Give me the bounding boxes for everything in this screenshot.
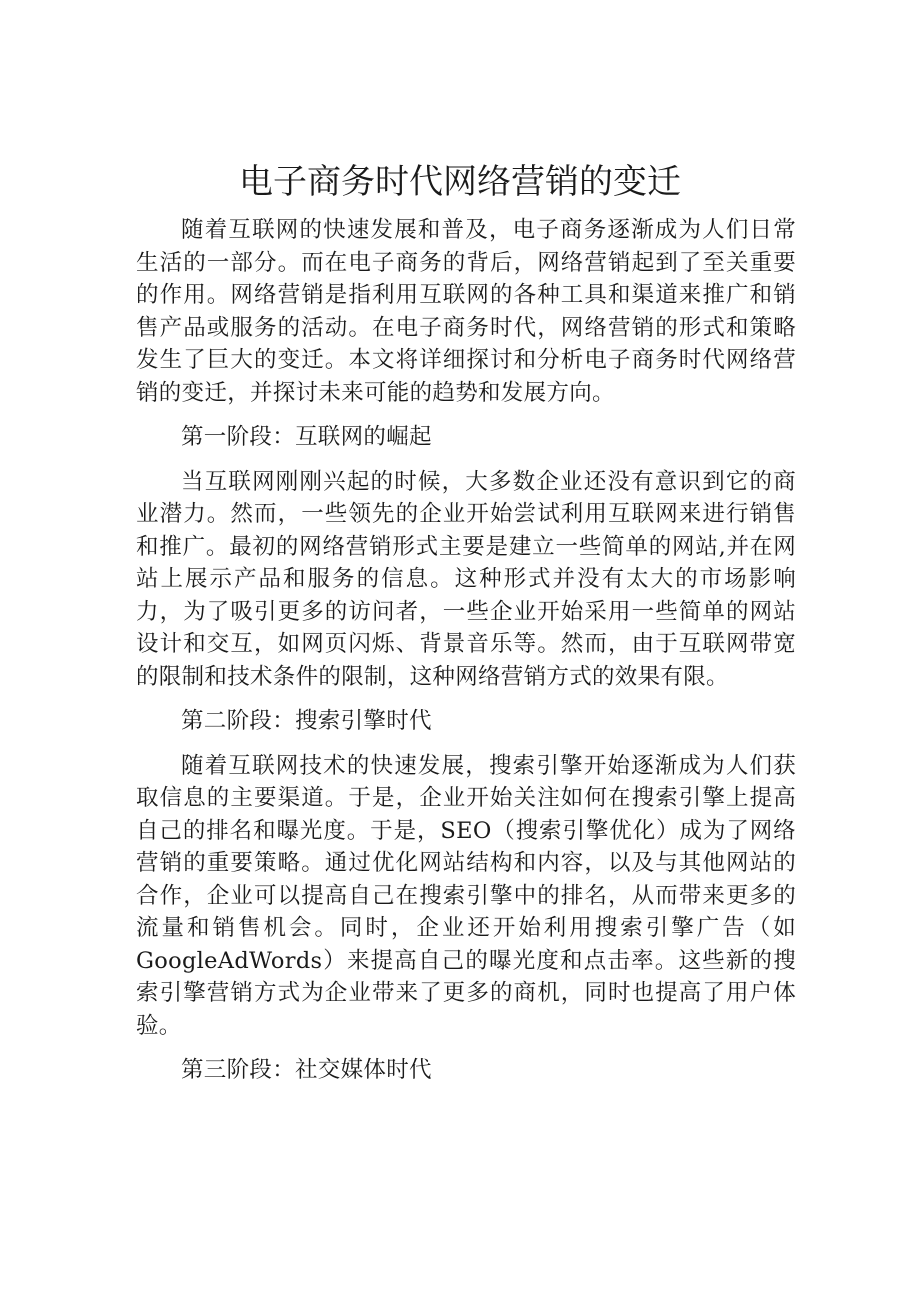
document-body: [136, 214, 796, 1087]
section-paragraph-stage-2: 随着互联网技术的快速发展，搜索引擎开始逐渐成为人们获取信息的主要渠道。于是，企业开始关注如何在搜索引擎上提高自己的排名和曝光度。于是，SEO（搜索引擎优化）成为了网络营销的重要策略。通过优化网站结构和内容，以及与其他网站的合作，企业可以提高自己在搜索引擎中的排名，从而带来更多的流量和销售机会。同时，企业还开始利用搜索引擎广告（如GoogleAdWords）来提高自己的曝光度和点击率。这些新的搜索引擎营销方式为企业带来了更多的商机，同时也提高了用户体验。: [136, 752, 796, 1039]
section-paragraph-stage-1: 当互联网刚刚兴起的时候，大多数企业还没有意识到它的商业潜力。然而，一些领先的企业开始尝试利用互联网来进行销售和推广。最初的网络营销形式主要是建立一些简单的网站,并在网站上展示产品和服务的信息。这种形式并没有太大的市场影响力，为了吸引更多的访问者，一些企业开始采用一些简单的网站设计和交互，如网页闪烁、背景音乐等。然而，由于互联网带宽的限制和技术条件的限制，这种网络营销方式的效果有限。: [136, 468, 796, 690]
intro-paragraph: 随着互联网的快速发展和普及，电子商务逐渐成为人们日常生活的一部分。而在电子商务的背后，网络营销起到了至关重要的作用。网络营销是指利用互联网的各种工具和渠道来推广和销售产品或服务的活动。在电子商务时代，网络营销的形式和策略发生了巨大的变迁。本文将详细探讨和分析电子商务时代网络营销的变迁，并探讨未来可能的趋势和发展方向。: [136, 217, 796, 406]
section-heading-stage-3: 第三阶段：社交媒体时代: [181, 1057, 432, 1083]
section-heading-stage-1: 第一阶段：互联网的崛起: [181, 424, 432, 450]
document-title: 电子商务时代网络营销的变迁: [239, 162, 681, 202]
section-heading-stage-2: 第二阶段：搜索引擎时代: [181, 708, 432, 734]
